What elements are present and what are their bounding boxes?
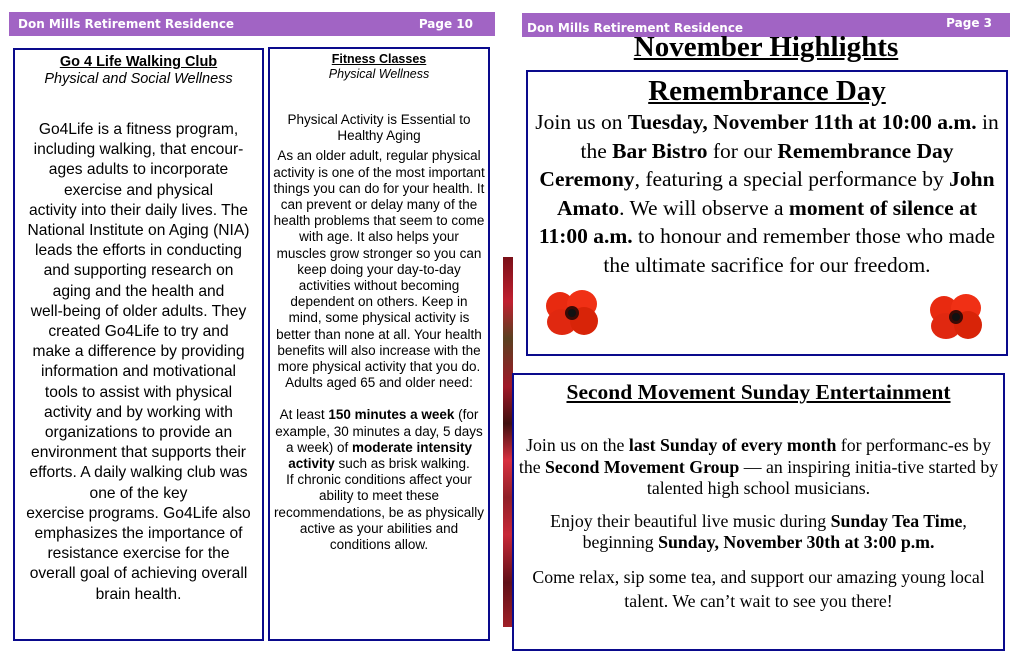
bold-text: Sunday Tea Time (830, 510, 963, 531)
bold-text: Second Movement Group (545, 456, 740, 477)
text: Join us on (535, 110, 628, 134)
text: such as brisk walking. (334, 456, 470, 472)
bold-text: last Sunday of every month (628, 435, 837, 455)
body-line: including walking, that encour- (33, 141, 244, 159)
body-line: resistance exercise for the (47, 545, 230, 563)
text: in the (580, 110, 999, 163)
article-subtitle: Physical Wellness (328, 67, 430, 81)
body-line: aging and the health and (52, 282, 225, 300)
text: , beginning (582, 510, 967, 552)
body-line: National Institute on Aging (NIA) (27, 222, 250, 240)
publication-name: Don Mills Retirement Residence (18, 17, 235, 31)
text: . We will observe a (619, 195, 789, 220)
bold-text: 150 minutes a week (328, 407, 455, 423)
bold-text: John Amato (556, 167, 995, 220)
body-line: leads the efforts in conducting (35, 242, 242, 260)
body-line: efforts. A daily walking club was (29, 464, 248, 482)
body-line: well-being of older adults. They (30, 302, 247, 320)
article-paragraph (518, 511, 999, 554)
page-header-left (9, 12, 495, 36)
poppy-icon (928, 290, 984, 342)
second-movement-article (512, 373, 1005, 651)
activity-recommendation (273, 407, 485, 472)
article-heading: Physical Activity is Essential to Healthy Aging (287, 112, 471, 144)
article-body (18, 120, 259, 605)
body-line: activity into their daily lives. The (29, 201, 248, 219)
article-body: As an older adult, regular physical activity is one of the most important things you can do for your health. It can prevent or delay many of the health problems that seem to come with age. It also helps your muscles grow stronger so you can keep doing your day-to-day activities without becoming dependent on others. Keep in mind, some physical activity is better than none at all. Your health benefits will also increase with the more physical activity that you do. Adults aged 65 and older need: (273, 148, 485, 391)
text: Join us on the (526, 435, 629, 455)
publication-name: Don Mills Retirement Residence (527, 21, 744, 35)
bold-text: Tuesday, November 11th at 10:00 a.m. (627, 110, 977, 134)
body-line: ages adults to incorporate (48, 161, 229, 179)
article-paragraph: Come relax, sip some tea, and support our amazing young local talent. We can’t wait to see you there! (532, 566, 985, 611)
text: for performanc-es by the (518, 435, 991, 477)
fitness-classes-article (268, 47, 490, 641)
text: , featuring a special performance by (634, 167, 950, 191)
body-line: created Go4Life to try and (48, 323, 229, 341)
article-title: Remembrance Day (648, 75, 886, 107)
bold-text: Remembrance Day Ceremony (539, 138, 954, 191)
body-line: environment that supports their (31, 444, 246, 462)
article-title: Go 4 Life Walking Club (59, 54, 218, 70)
walking-club-article (13, 48, 264, 641)
article-subtitle: Physical and Social Wellness (44, 71, 233, 87)
text: (for example, 30 minutes a day, 5 days a week) of (275, 407, 483, 455)
bold-text: moment of silence at 11:00 a.m. (538, 195, 977, 248)
body-line: make a difference by providing (32, 343, 245, 361)
page-number: Page 10 (418, 17, 473, 31)
section-title: November Highlights (633, 31, 899, 63)
bold-text: Sunday, November 30th at 3:00 p.m. (658, 532, 935, 552)
body-line: information and motivational (40, 363, 237, 381)
article-title: Second Movement Sunday Entertainment (566, 380, 951, 404)
body-line: one of the key (89, 484, 188, 502)
body-line: organizations to provide an (44, 424, 233, 442)
article-title: Fitness Classes (331, 52, 427, 66)
bold-text: Bar Bistro (612, 138, 708, 163)
text: Enjoy their beautiful live music during (550, 510, 831, 531)
article-paragraph (518, 435, 999, 500)
body-line: Go4Life is a fitness program, (38, 121, 239, 138)
body-line: activity and by working with (44, 403, 233, 421)
chronic-conditions-note: If chronic conditions affect your ability to meet these recommendations, be as physically active as your abilities and conditions allow. (273, 472, 485, 553)
body-line: emphasizes the importance of (34, 525, 243, 543)
body-line: brain health. (95, 585, 182, 603)
body-line: tools to assist with physical (44, 383, 233, 401)
text: — an inspiring initia-tive started by talented high school musicians. (646, 456, 999, 498)
page-number: Page 3 (946, 16, 992, 30)
bold-text: moderate intensity activity (288, 439, 473, 472)
text: to honour and remember those who made the ultimate sacrifice for our freedom. (603, 224, 996, 277)
body-line: exercise and physical (63, 181, 214, 199)
body-line: overall goal of achieving overall (29, 565, 248, 583)
poppy-icon (544, 286, 600, 338)
article-body (534, 108, 1000, 279)
body-line: exercise programs. Go4Life also (26, 504, 251, 522)
text: At least (279, 407, 329, 423)
text: for our (707, 138, 778, 163)
body-line: and supporting research on (43, 262, 234, 280)
